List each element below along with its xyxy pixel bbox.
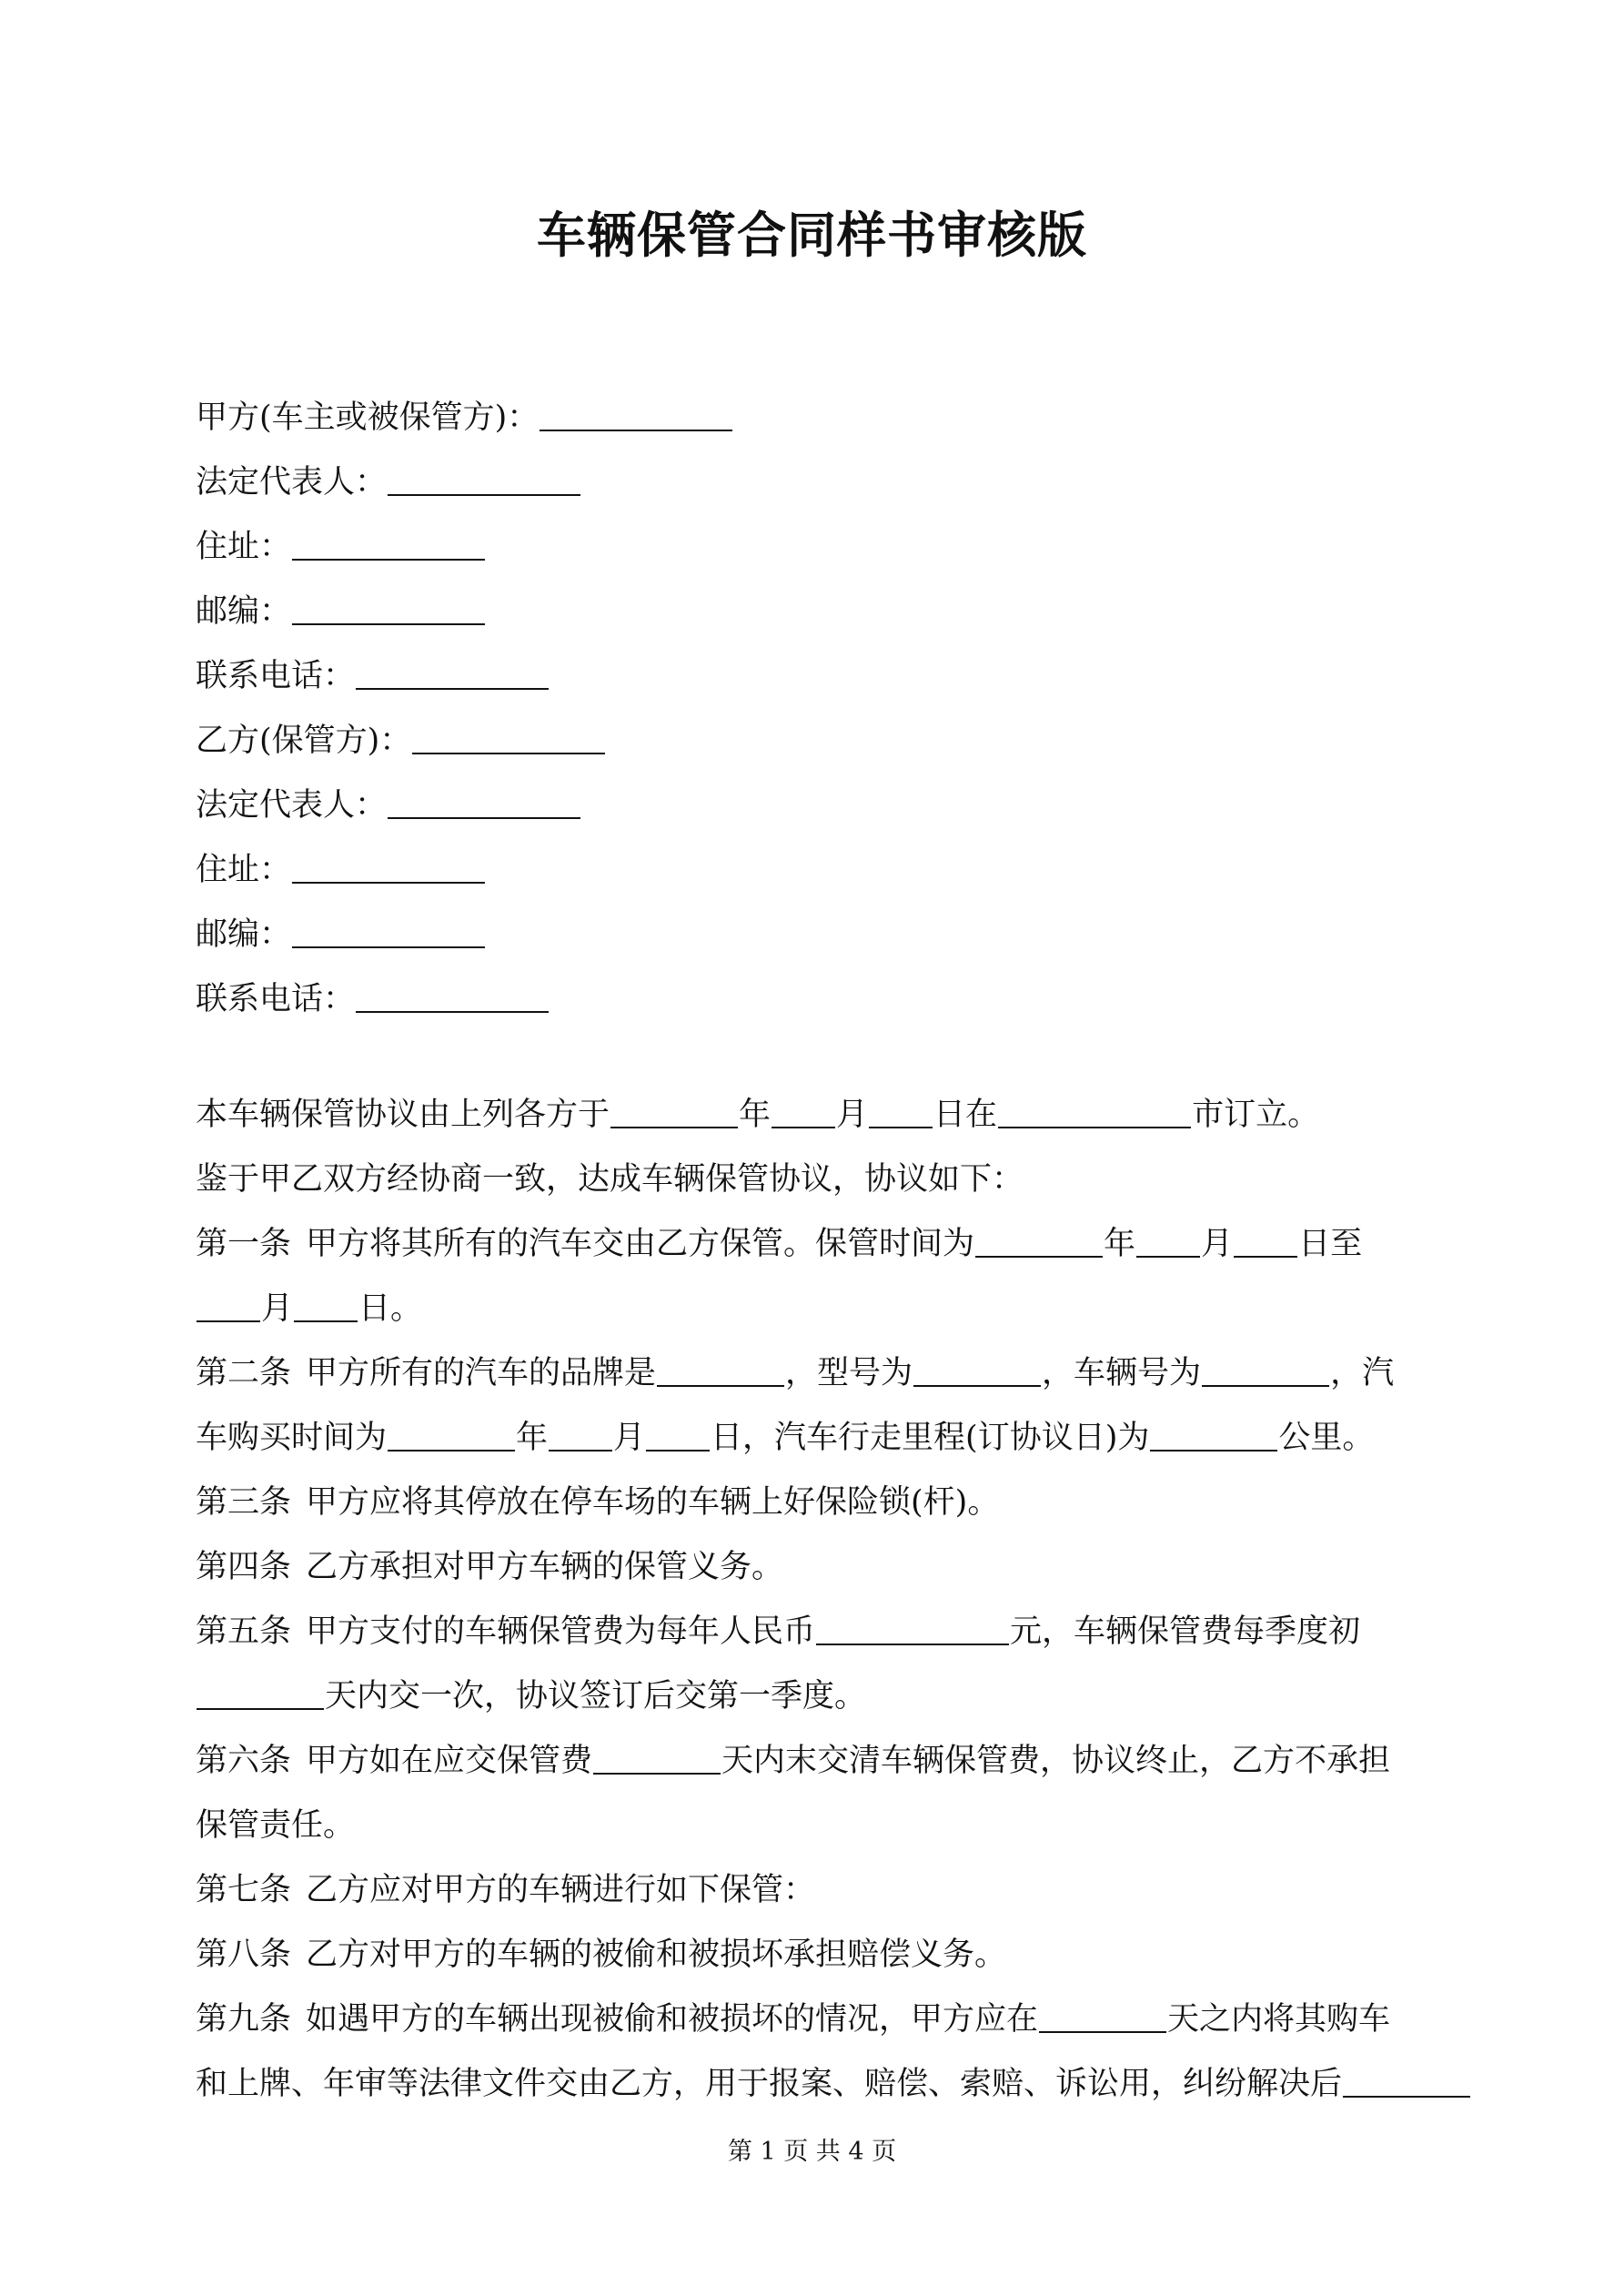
month-label: 月 xyxy=(1201,1226,1234,1262)
article-6-text-2: 天内末交清车辆保管费，协议终止，乙方不承担 xyxy=(721,1743,1391,1779)
party-a-rep-label: 法定代表人： xyxy=(196,464,388,501)
intro2-line: 鉴于甲乙双方经协商一致，达成车辆保管协议，协议如下： xyxy=(196,1161,1024,1198)
article-6-text: 甲方如在应交保管费 xyxy=(306,1743,593,1779)
party-b-postcode-label: 邮编： xyxy=(196,916,292,953)
return-blank[interactable] xyxy=(1343,2068,1470,2098)
plate-label: ，车辆号为 xyxy=(1042,1355,1202,1391)
party-b-phone-line xyxy=(196,967,1437,1032)
mileage-blank[interactable] xyxy=(1150,1422,1277,1451)
intro-line xyxy=(196,1083,1437,1148)
model-label: ，型号为 xyxy=(785,1355,913,1391)
year-label: 年 xyxy=(516,1420,549,1456)
article-9-line-1 xyxy=(196,1988,1437,2052)
party-b-rep-label: 法定代表人： xyxy=(196,787,388,824)
month-label: 月 xyxy=(836,1097,869,1133)
article-3-line xyxy=(196,1471,1437,1535)
start-day-blank[interactable] xyxy=(1234,1229,1297,1258)
article-1-text: 甲方将其所有的汽车交由乙方保管。保管时间为 xyxy=(306,1226,975,1262)
party-b-address-line xyxy=(196,838,1437,903)
article-7-line xyxy=(196,1858,1437,1923)
article-8-heading: 第八条 xyxy=(196,1937,292,1973)
party-b-postcode-blank[interactable] xyxy=(292,919,485,948)
party-a-rep-blank[interactable] xyxy=(388,467,580,496)
car-label: ，汽 xyxy=(1330,1355,1395,1391)
fee-blank[interactable] xyxy=(816,1616,1009,1645)
party-b-phone-label: 联系电话： xyxy=(196,981,356,1017)
party-b-postcode-line xyxy=(196,903,1437,967)
to-label: 日至 xyxy=(1298,1226,1363,1262)
km-label: 公里。 xyxy=(1278,1420,1375,1456)
party-b-phone-blank[interactable] xyxy=(356,984,549,1013)
day-label: 日。 xyxy=(358,1290,423,1327)
party-a-phone-blank[interactable] xyxy=(356,661,549,690)
model-blank[interactable] xyxy=(913,1358,1041,1387)
city-blank[interactable] xyxy=(998,1099,1191,1128)
article-7-heading: 第七条 xyxy=(196,1872,292,1908)
purchase-year-blank[interactable] xyxy=(388,1422,515,1451)
article-6-line-1 xyxy=(196,1729,1437,1794)
article-2-text: 甲方所有的汽车的品牌是 xyxy=(306,1355,657,1391)
party-a-phone-line xyxy=(196,644,1437,709)
party-a-address-blank[interactable] xyxy=(292,531,485,561)
article-5-text-2: 元，车辆保管费每季度初 xyxy=(1010,1613,1361,1650)
party-a-phone-label: 联系电话： xyxy=(196,658,356,694)
article-9-text: 如遇甲方的车辆出现被偷和被损坏的情况，甲方应在 xyxy=(306,2001,1039,2038)
overdue-days-blank[interactable] xyxy=(593,1745,721,1775)
article-5-heading: 第五条 xyxy=(196,1613,292,1650)
article-4-text: 乙方承担对甲方车辆的保管义务。 xyxy=(306,1549,784,1585)
party-b-address-blank[interactable] xyxy=(292,855,485,884)
article-9-text-3: 和上牌、年审等法律文件交由乙方，用于报案、赔偿、索赔、诉讼用，纠纷解决后 xyxy=(196,2066,1343,2102)
days-blank[interactable] xyxy=(197,1681,324,1710)
month-blank[interactable] xyxy=(772,1099,835,1128)
day-label: 日在 xyxy=(933,1097,998,1133)
day-blank[interactable] xyxy=(869,1099,933,1128)
month-label: 月 xyxy=(261,1290,294,1327)
article-8-line xyxy=(196,1923,1437,1988)
article-2-line-1 xyxy=(196,1341,1437,1406)
party-b-address-label: 住址： xyxy=(196,852,292,888)
party-b-line xyxy=(196,709,1437,774)
purchase-month-blank[interactable] xyxy=(549,1422,612,1451)
article-5-text: 甲方支付的车辆保管费为每年人民币 xyxy=(306,1613,816,1650)
article-6-line-2: 保管责任。 xyxy=(196,1807,356,1844)
year-label: 年 xyxy=(739,1097,772,1133)
plate-blank[interactable] xyxy=(1202,1358,1329,1387)
brand-blank[interactable] xyxy=(657,1358,784,1387)
article-5-line-1 xyxy=(196,1600,1437,1664)
article-4-line xyxy=(196,1535,1437,1600)
article-3-text: 甲方应将其停放在停车场的车辆上好保险锁(杆)。 xyxy=(306,1484,1000,1521)
party-b-rep-blank[interactable] xyxy=(388,790,580,819)
article-5-line-2 xyxy=(196,1664,1437,1729)
city-label: 市订立。 xyxy=(1192,1097,1320,1133)
party-a-rep-line xyxy=(196,450,1437,515)
party-a-label: 甲方(车主或被保管方)： xyxy=(196,400,540,436)
article-7-text: 乙方应对甲方的车辆进行如下保管： xyxy=(306,1872,816,1908)
year-label: 年 xyxy=(1104,1226,1136,1262)
party-a-address-label: 住址： xyxy=(196,529,292,565)
article-1-line-1 xyxy=(196,1212,1437,1277)
document-title: 车辆保管合同样书审核版 xyxy=(537,206,1087,264)
party-a-blank[interactable] xyxy=(540,402,732,431)
month-label: 月 xyxy=(613,1420,646,1456)
party-a-postcode-label: 邮编： xyxy=(196,593,292,630)
article-6-heading: 第六条 xyxy=(196,1743,292,1779)
article-5-text-3: 天内交一次，协议签订后交第一季度。 xyxy=(325,1678,867,1714)
party-a-address-line xyxy=(196,515,1437,580)
article-1-line-2 xyxy=(196,1277,1437,1341)
mileage-label: 日，汽车行走里程(订协议日)为 xyxy=(711,1420,1150,1456)
article-3-heading: 第三条 xyxy=(196,1484,292,1521)
intro-text: 本车辆保管协议由上列各方于 xyxy=(196,1097,610,1133)
end-month-blank[interactable] xyxy=(197,1293,260,1322)
notice-days-blank[interactable] xyxy=(1039,2004,1166,2033)
year-blank[interactable] xyxy=(610,1099,738,1128)
party-b-rep-line xyxy=(196,774,1437,838)
end-day-blank[interactable] xyxy=(294,1293,358,1322)
page-number-footer: 第 1 页 共 4 页 xyxy=(727,2138,897,2166)
article-4-heading: 第四条 xyxy=(196,1549,292,1585)
article-8-text: 乙方对甲方的车辆的被偷和被损坏承担赔偿义务。 xyxy=(306,1937,1007,1973)
party-a-postcode-line xyxy=(196,580,1437,644)
article-1-heading: 第一条 xyxy=(196,1226,292,1262)
start-year-blank[interactable] xyxy=(975,1229,1103,1258)
party-a-postcode-blank[interactable] xyxy=(292,596,485,625)
party-a-line xyxy=(196,386,1437,450)
party-b-label: 乙方(保管方)： xyxy=(196,723,412,759)
article-9-heading: 第九条 xyxy=(196,2001,292,2038)
article-2-heading: 第二条 xyxy=(196,1355,292,1391)
article-9-text-2: 天之内将其购车 xyxy=(1167,2001,1391,2038)
article-2-line-2 xyxy=(196,1406,1437,1471)
contract-clauses xyxy=(196,1083,1437,2117)
start-month-blank[interactable] xyxy=(1136,1229,1200,1258)
party-b-blank[interactable] xyxy=(412,725,605,754)
purchase-day-blank[interactable] xyxy=(646,1422,710,1451)
purchase-label: 车购买时间为 xyxy=(196,1420,388,1456)
party-info-section xyxy=(196,386,1437,1032)
article-9-line-2 xyxy=(196,2052,1437,2117)
